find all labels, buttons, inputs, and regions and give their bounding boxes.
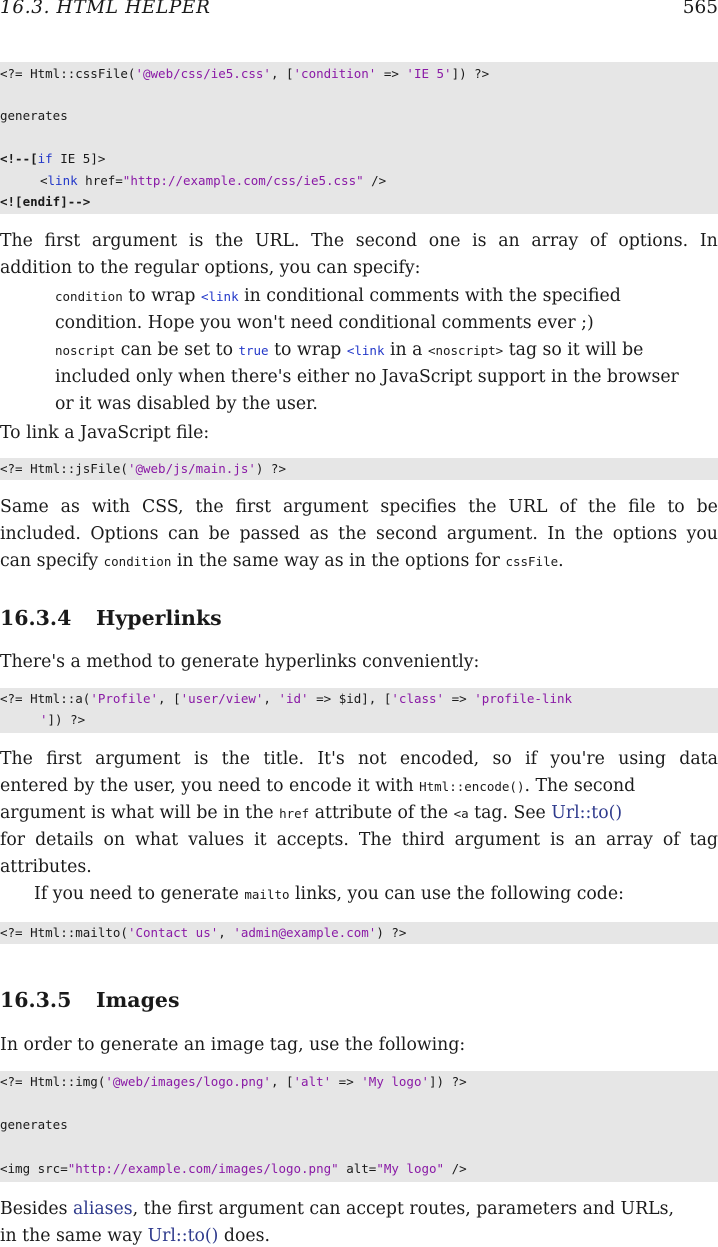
code-block-img — [0, 1071, 718, 1182]
code-string: 'id' — [278, 691, 309, 706]
code-text: <!--[ — [0, 151, 38, 166]
text: , the first argument can accept routes, parameters and URLs, — [132, 1199, 674, 1219]
section-number: 16.3.4 — [0, 606, 72, 630]
text-line: The first argument is the URL. The second one is an array of options. In — [0, 231, 718, 251]
text-line — [0, 773, 718, 800]
code-string: 'condition' — [293, 66, 377, 81]
text: in the same way as in the options for — [171, 551, 506, 571]
text: Besides — [0, 1199, 73, 1219]
code-text: /> — [363, 173, 387, 188]
code-text: ]) ?> — [47, 712, 86, 727]
paragraph — [0, 228, 718, 282]
text-line — [0, 1223, 718, 1247]
code-text: <?= Html::img( — [0, 1074, 106, 1089]
section-heading-hyperlinks — [0, 606, 222, 630]
code-line — [0, 461, 286, 476]
code-text: <img src= — [0, 1161, 68, 1176]
inline-code: Html::encode() — [419, 779, 525, 794]
inline-code: condition — [55, 289, 123, 304]
text: can specify — [0, 551, 104, 571]
code-string: 'admin@example.com' — [233, 925, 377, 940]
code-line — [40, 712, 85, 727]
code-string: 'Profile' — [90, 691, 159, 706]
code-block-hyperlink — [0, 688, 718, 733]
text: entered by the user, you need to encode it with — [0, 776, 420, 796]
code-text: => — [331, 1074, 362, 1089]
inline-code: mailto — [244, 887, 290, 902]
option-noscript — [55, 337, 718, 418]
code-text: => $id], [ — [308, 691, 392, 706]
text: in a — [384, 340, 428, 360]
code-text: ]) ?> — [451, 66, 490, 81]
code-text: <?= Html::a( — [0, 691, 91, 706]
paragraph — [0, 746, 718, 908]
code-string: 'alt' — [293, 1074, 332, 1089]
text-line — [55, 283, 718, 310]
section-heading-images — [0, 988, 179, 1012]
code-text: , [ — [158, 691, 181, 706]
code-text: IE 5]> — [52, 151, 106, 166]
text-line: included. Options can be passed as the second argument. In the options you — [0, 524, 718, 544]
code-text: <?= Html::mailto( — [0, 925, 128, 940]
text-line: for details on what values it accepts. The third argument is an array of tag — [0, 830, 718, 850]
code-line — [0, 925, 406, 940]
inline-code: <noscript> — [427, 343, 504, 358]
code-string: '@web/images/logo.png' — [105, 1074, 271, 1089]
inline-code: cssFile — [505, 554, 559, 569]
code-block-cssfile — [0, 62, 718, 214]
code-string: ' — [40, 712, 48, 727]
code-line: generates — [0, 1117, 68, 1132]
code-line — [0, 66, 489, 81]
code-line: <![endif]--> — [0, 194, 91, 209]
text-line: addition to the regular options, you can specify: — [0, 258, 421, 278]
text-line: attributes. — [0, 857, 92, 877]
paragraph — [0, 1196, 718, 1247]
code-line: generates — [0, 108, 68, 123]
aliases-link[interactable]: aliases — [72, 1199, 133, 1219]
text: tag so it will be — [503, 340, 644, 360]
text: can be set to — [115, 340, 239, 360]
inline-code: <a — [453, 806, 469, 821]
paragraph — [0, 494, 718, 575]
code-string: '@web/css/ie5.css' — [135, 66, 271, 81]
code-block-jsfile — [0, 458, 718, 480]
text: tag. See — [468, 803, 552, 823]
code-keyword: if — [37, 151, 53, 166]
section-title: Hyperlinks — [96, 606, 222, 630]
code-string: "http://example.com/images/logo.png" — [67, 1161, 339, 1176]
text-line — [0, 548, 718, 575]
text: links, you can use the following code: — [289, 884, 624, 904]
option-condition — [55, 283, 718, 337]
text: in the same way — [0, 1226, 148, 1246]
text: attribute of the — [309, 803, 454, 823]
code-block-mailto — [0, 922, 718, 944]
code-line — [40, 173, 386, 188]
text-line — [0, 881, 718, 908]
text-line: The first argument is the title. It's not encoded, so if you're using data — [0, 749, 718, 769]
url-to-link[interactable]: Url::to() — [147, 1226, 219, 1246]
text: to wrap — [122, 286, 201, 306]
code-text: ) ?> — [376, 925, 407, 940]
url-to-link[interactable]: Url::to() — [551, 803, 623, 823]
text-line: Same as with CSS, the first argument specifies the URL of the file to be — [0, 497, 718, 517]
text: . The second — [524, 776, 636, 796]
code-text: href= — [77, 173, 123, 188]
paragraph — [0, 649, 718, 676]
text-line: or it was disabled by the user. — [55, 394, 318, 414]
text-line — [0, 800, 718, 827]
inline-code: <link — [200, 289, 239, 304]
text-line: To link a JavaScript file: — [0, 423, 210, 443]
running-header: 16.3. HTML HELPER — [0, 0, 211, 18]
code-text: ) ?> — [255, 461, 286, 476]
code-line — [0, 1161, 467, 1176]
inline-code: true — [238, 343, 269, 358]
text: . — [558, 551, 564, 571]
code-line — [0, 691, 572, 706]
code-string: "My logo" — [376, 1161, 445, 1176]
text: does. — [218, 1226, 270, 1246]
code-string: 'profile-link — [474, 691, 573, 706]
inline-code: noscript — [55, 343, 116, 358]
text-line — [0, 1196, 718, 1223]
code-string: 'class' — [391, 691, 445, 706]
code-text: , [ — [270, 1074, 294, 1089]
text: to wrap — [268, 340, 347, 360]
code-text: => — [376, 66, 407, 81]
code-string: 'Contact us' — [127, 925, 219, 940]
code-text: , — [263, 691, 279, 706]
code-text: , [ — [270, 66, 294, 81]
text-line — [55, 337, 718, 364]
paragraph — [0, 420, 718, 447]
text-line: condition. Hope you won't need conditional comments ever ;) — [55, 313, 594, 333]
section-number: 16.3.5 — [0, 988, 72, 1012]
text-line: There's a method to generate hyperlinks conveniently: — [0, 652, 480, 672]
code-keyword: link — [47, 173, 78, 188]
text-line: In order to generate an image tag, use the following: — [0, 1035, 466, 1055]
code-string: 'user/view' — [180, 691, 264, 706]
code-text: /> — [444, 1161, 467, 1176]
code-string: "http://example.com/css/ie5.css" — [122, 173, 364, 188]
text: argument is what will be in the — [0, 803, 280, 823]
code-text: <?= Html::cssFile( — [0, 66, 136, 81]
code-string: 'IE 5' — [406, 66, 452, 81]
inline-code: condition — [103, 554, 172, 569]
code-text: ]) ?> — [429, 1074, 467, 1089]
code-line — [0, 1074, 467, 1089]
section-title: Images — [96, 988, 180, 1012]
text: If you need to generate — [34, 884, 245, 904]
code-line — [0, 151, 105, 166]
code-text: <?= Html::jsFile( — [0, 461, 128, 476]
text: in conditional comments with the specified — [238, 286, 621, 306]
page-number: 565 — [682, 0, 718, 18]
code-string: 'My logo' — [361, 1074, 429, 1089]
inline-code: href — [279, 806, 310, 821]
paragraph — [0, 1032, 718, 1059]
code-text: => — [444, 691, 475, 706]
code-text: , — [218, 925, 234, 940]
code-text: alt= — [338, 1161, 377, 1176]
code-text: < — [40, 173, 48, 188]
inline-code: <link — [346, 343, 385, 358]
text-line: included only when there's either no JavaScript support in the browser — [55, 367, 679, 387]
code-string: '@web/js/main.js' — [127, 461, 256, 476]
